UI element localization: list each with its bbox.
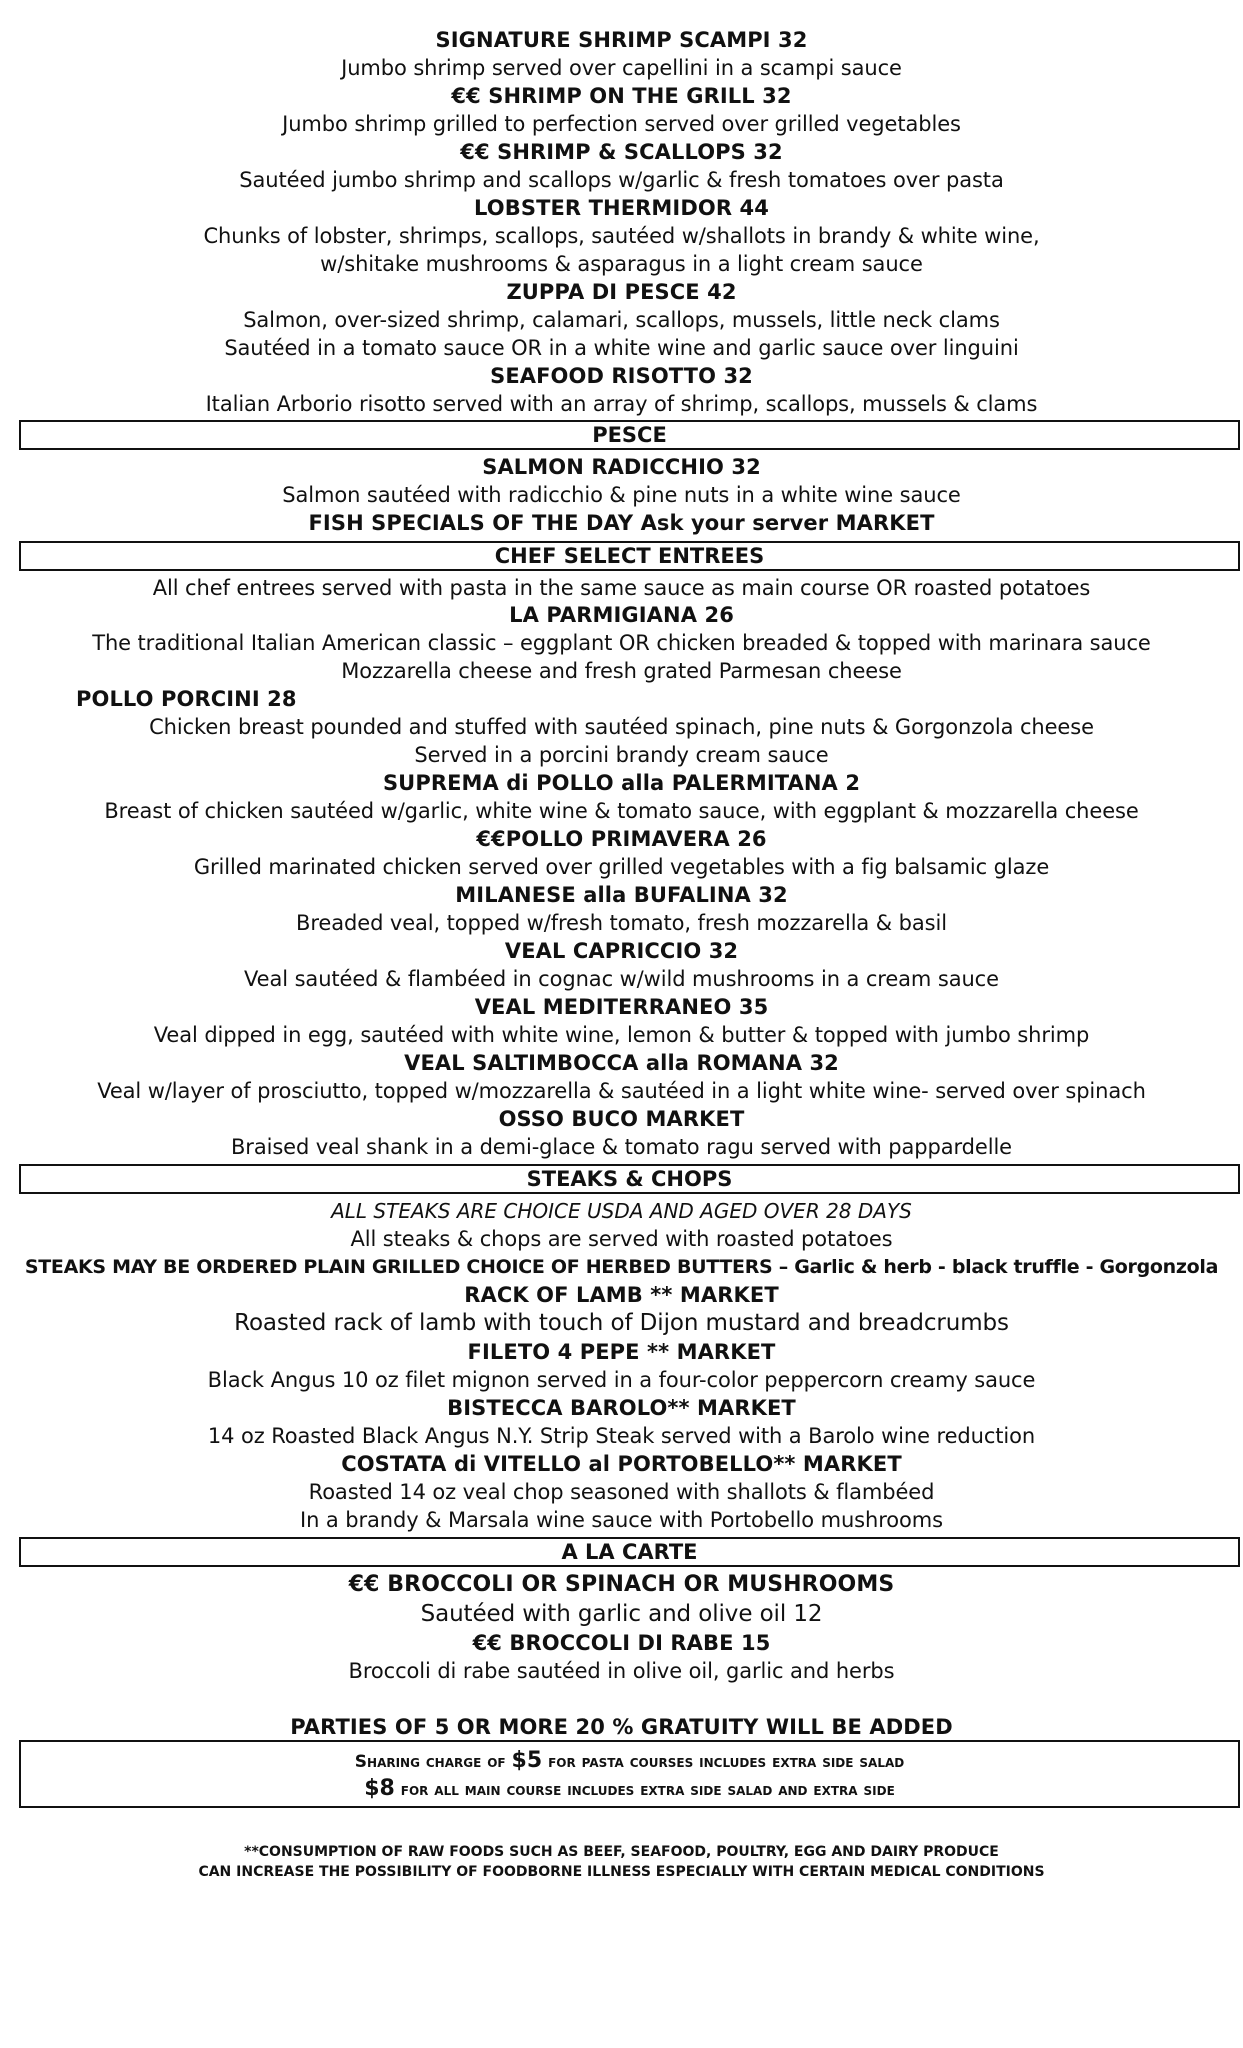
- menu-item-desc: Sautéed in a tomato sauce OR in a white wine and garlic sauce over linguini: [224, 336, 1019, 360]
- menu-item-desc: Jumbo shrimp served over capellini in a scampi sauce: [341, 56, 902, 80]
- menu-item-desc: Breaded veal, topped w/fresh tomato, fresh mozzarella & basil: [296, 911, 947, 935]
- menu-item-title: LA PARMIGIANA 26: [509, 603, 734, 627]
- menu-item-desc: Veal sautéed & flambéed in cognac w/wild mushrooms in a cream sauce: [244, 967, 999, 991]
- sharing-line-2: [21, 1776, 1238, 1803]
- menu-item-title: MILANESE alla BUFALINA 32: [455, 883, 788, 907]
- menu-item-title: €€POLLO PRIMAVERA 26: [476, 827, 767, 851]
- menu-item-desc: Italian Arborio risotto served with an array of shrimp, scallops, mussels & clams: [205, 392, 1038, 416]
- raw-food-disclaimer-1: **CONSUMPTION OF RAW FOODS SUCH AS BEEF, SEAFOOD, POULTRY, EGG AND DAIRY PRODUCE: [244, 1844, 999, 1860]
- menu-item-title: VEAL MEDITERRANEO 35: [474, 995, 769, 1019]
- menu-item-title: SALMON RADICCHIO 32: [482, 455, 761, 479]
- gratuity-notice: PARTIES OF 5 OR MORE 20 % GRATUITY WILL BE ADDED: [290, 1715, 953, 1739]
- menu-item-desc: Salmon, over-sized shrimp, calamari, scallops, mussels, little neck clams: [243, 308, 1000, 332]
- menu-item-title: FISH SPECIALS OF THE DAY Ask your server MARKET: [308, 511, 935, 535]
- steaks-note-italic: ALL STEAKS ARE CHOICE USDA AND AGED OVER 28 DAYS: [331, 1199, 912, 1223]
- menu-item-title: VEAL CAPRICCIO 32: [504, 939, 739, 963]
- menu-item-desc: Veal w/layer of prosciutto, topped w/mozzarella & sautéed in a light white wine- served over spinach: [97, 1079, 1146, 1103]
- menu-item-title: €€ SHRIMP & SCALLOPS 32: [460, 140, 783, 164]
- menu-item-title: VEAL SALTIMBOCCA alla ROMANA 32: [404, 1051, 839, 1075]
- menu-item-title: BISTECCA BAROLO** MARKET: [447, 1396, 796, 1420]
- sharing-line-1: [21, 1748, 1238, 1775]
- menu-item-desc: Grilled marinated chicken served over grilled vegetables with a fig balsamic glaze: [193, 855, 1050, 879]
- menu-item-desc: Chicken breast pounded and stuffed with sautéed spinach, pine nuts & Gorgonzola cheese: [149, 715, 1094, 739]
- sharing-charge-box: [19, 1740, 1240, 1808]
- section-header-chef-select: CHEF SELECT ENTREES: [19, 541, 1240, 571]
- menu-item-desc: 14 oz Roasted Black Angus N.Y. Strip Steak served with a Barolo wine reduction: [207, 1424, 1036, 1448]
- menu-item-title: ZUPPA DI PESCE 42: [506, 280, 737, 304]
- menu-item-title: COSTATA di VITELLO al PORTOBELLO** MARKET: [341, 1452, 902, 1476]
- sharing-post-pasta: for pasta courses includes extra side salad: [548, 1752, 905, 1772]
- menu-item-title: SIGNATURE SHRIMP SCAMPI 32: [435, 28, 808, 52]
- menu-item-desc: Roasted rack of lamb with touch of Dijon mustard and breadcrumbs: [234, 1310, 1009, 1336]
- menu-item-desc: Broccoli di rabe sautéed in olive oil, garlic and herbs: [348, 1659, 895, 1683]
- steaks-note: All steaks & chops are served with roasted potatoes: [350, 1227, 893, 1251]
- sharing-price-pasta: $5: [511, 1748, 543, 1773]
- section-header-steaks: STEAKS & CHOPS: [19, 1164, 1240, 1194]
- raw-food-disclaimer-2: CAN INCREASE THE POSSIBILITY OF FOODBORNE ILLNESS ESPECIALLY WITH CERTAIN MEDICAL CONDITIONS: [198, 1864, 1045, 1880]
- menu-item-desc: Mozzarella cheese and fresh grated Parmesan cheese: [341, 659, 902, 683]
- menu-item-desc: Jumbo shrimp grilled to perfection served over grilled vegetables: [282, 112, 961, 136]
- section-header-a-la-carte: A LA CARTE: [19, 1537, 1240, 1567]
- menu-item-desc: Black Angus 10 oz filet mignon served in a four-color peppercorn creamy sauce: [207, 1368, 1036, 1392]
- menu-item-desc: Served in a porcini brandy cream sauce: [414, 743, 829, 767]
- menu-item-title: SUPREMA di POLLO alla PALERMITANA 2: [382, 771, 861, 795]
- menu-item-desc: Sautéed with garlic and olive oil 12: [420, 1601, 823, 1627]
- section-header-pesce: PESCE: [19, 420, 1240, 450]
- menu-item-title: OSSO BUCO MARKET: [498, 1107, 745, 1131]
- section-intro: All chef entrees served with pasta in the same sauce as main course OR roasted potatoes: [152, 576, 1091, 600]
- menu-item-desc: In a brandy & Marsala wine sauce with Portobello mushrooms: [300, 1508, 943, 1532]
- sharing-price-main: $8: [364, 1776, 395, 1801]
- menu-item-desc: Roasted 14 oz veal chop seasoned with shallots & flambéed: [308, 1480, 935, 1504]
- menu-item-desc: Salmon sautéed with radicchio & pine nuts in a white wine sauce: [282, 483, 961, 507]
- menu-item-desc: Chunks of lobster, shrimps, scallops, sautéed w/shallots in brandy & white wine,: [203, 224, 1040, 248]
- menu-item-title: €€ BROCCOLI OR SPINACH OR MUSHROOMS: [348, 1572, 895, 1597]
- menu-item-title: SEAFOOD RISOTTO 32: [490, 364, 753, 388]
- menu-item-desc: Veal dipped in egg, sautéed with white wine, lemon & butter & topped with jumbo shrimp: [153, 1023, 1090, 1047]
- menu-item-title: €€ SHRIMP ON THE GRILL 32: [451, 84, 792, 108]
- sharing-post-main: for all main course includes extra side salad and extra side: [400, 1780, 895, 1800]
- menu-item-desc: Sautéed jumbo shrimp and scallops w/garlic & fresh tomatoes over pasta: [239, 168, 1004, 192]
- menu-item-title: FILETO 4 PEPE ** MARKET: [467, 1340, 776, 1364]
- menu-item-title: RACK OF LAMB ** MARKET: [464, 1283, 779, 1307]
- menu-item-desc: The traditional Italian American classic – eggplant OR chicken breaded & topped with marinara sauce: [92, 631, 1151, 655]
- menu-item-desc: Breast of chicken sautéed w/garlic, white wine & tomato sauce, with eggplant & mozzarella cheese: [104, 799, 1139, 823]
- steaks-butters: STEAKS MAY BE ORDERED PLAIN GRILLED CHOICE OF HERBED BUTTERS – Garlic & herb - black truffle - Gorgonzola: [24, 1256, 1219, 1278]
- menu-item-title: LOBSTER THERMIDOR 44: [474, 196, 769, 220]
- menu-item-title: POLLO PORCINI 28: [76, 687, 297, 711]
- menu-item-title: €€ BROCCOLI DI RABE 15: [472, 1631, 771, 1655]
- menu-item-desc: Braised veal shank in a demi-glace & tomato ragu served with pappardelle: [231, 1135, 1012, 1159]
- menu-item-desc: w/shitake mushrooms & asparagus in a light cream sauce: [320, 252, 923, 276]
- sharing-pre: Sharing charge of: [354, 1752, 506, 1772]
